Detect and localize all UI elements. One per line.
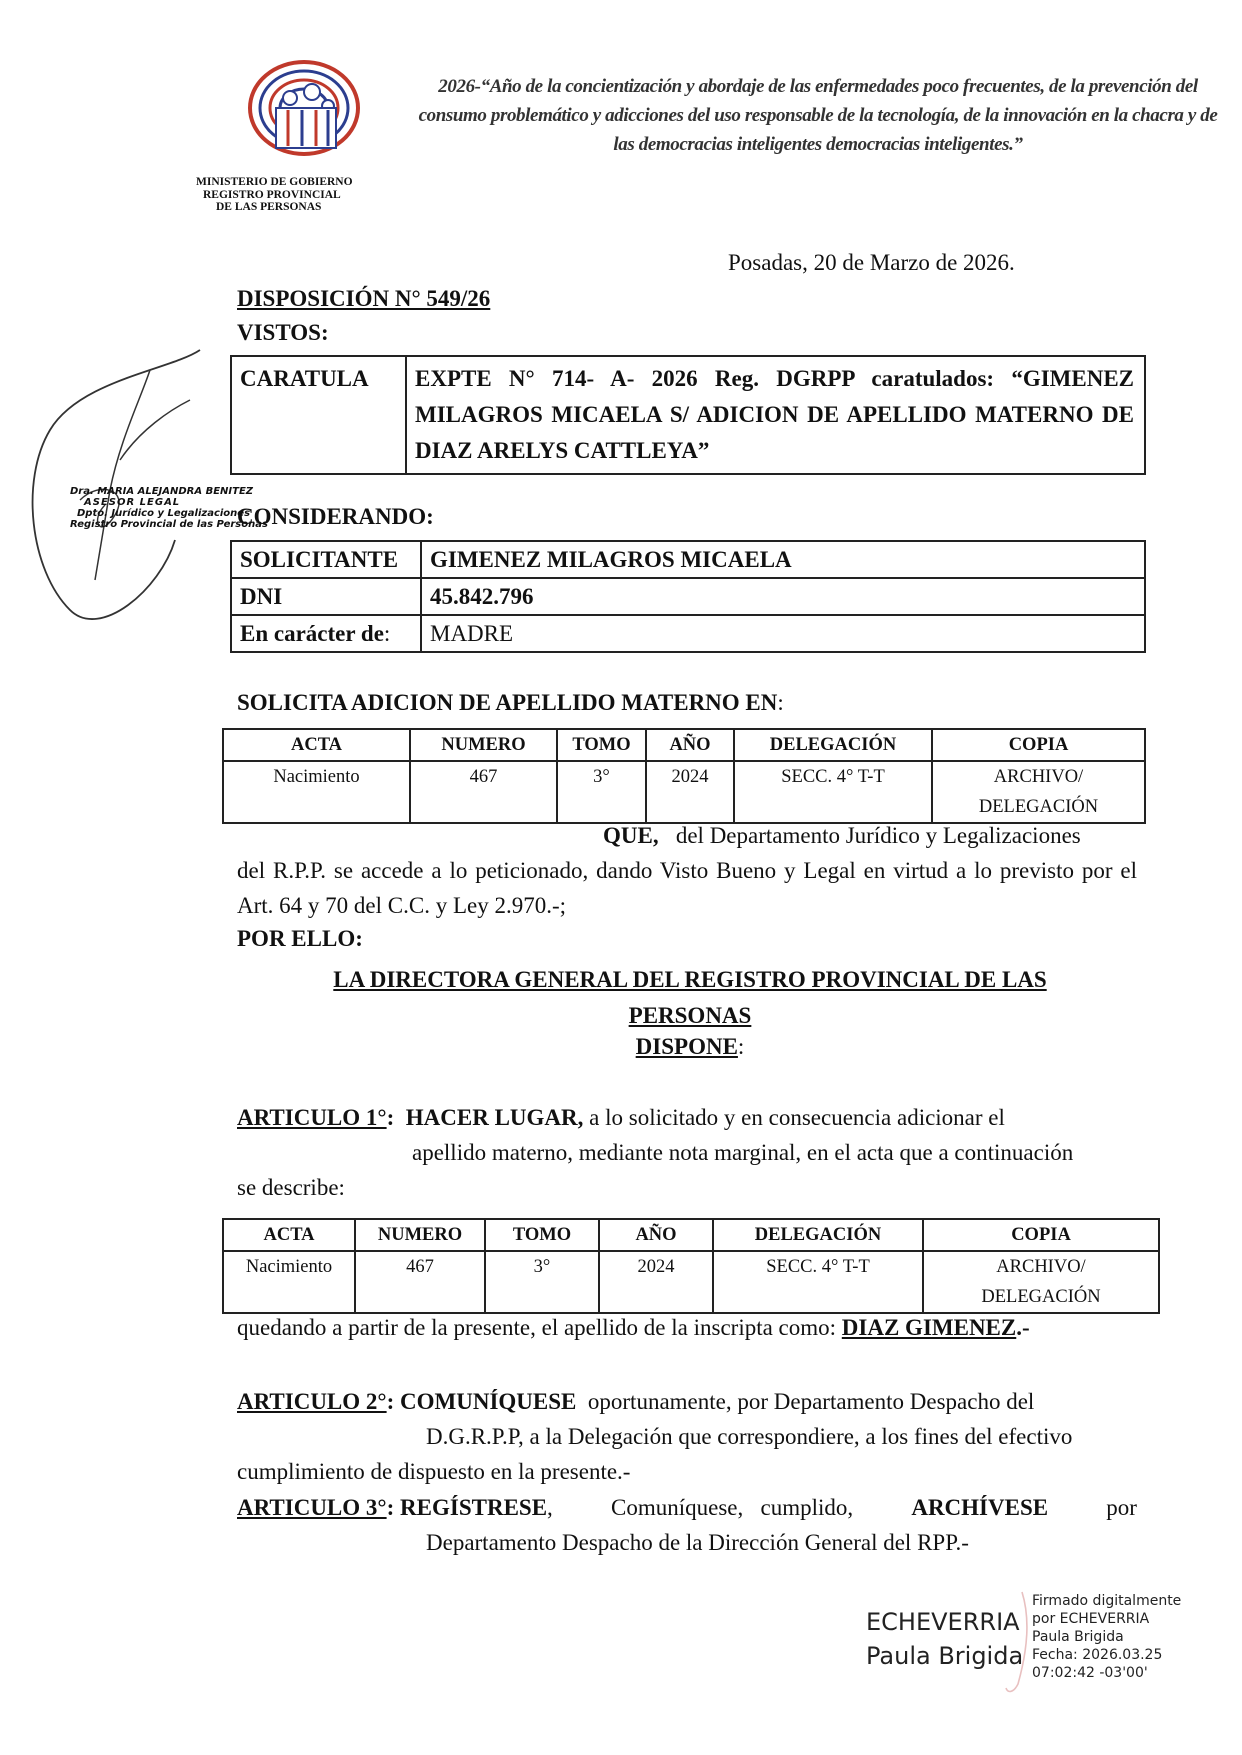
- article-1-line-2: apellido materno, mediante nota marginal, en el acta que a continuación: [412, 1140, 1074, 1165]
- table-row: [231, 578, 1145, 615]
- ministry-line: REGISTRO PROVINCIAL: [203, 188, 341, 201]
- cell: 467: [410, 761, 557, 823]
- col-header: AÑO: [599, 1219, 713, 1251]
- ministry-line: DE LAS PERSONAS: [216, 201, 322, 213]
- solicita-heading: SOLICITA ADICION DE APELLIDO MATERNO EN:: [237, 690, 784, 715]
- col-header: NUMERO: [355, 1219, 485, 1251]
- row-label: DNI: [231, 578, 421, 615]
- dispone-word: DISPONE: [635, 1034, 738, 1059]
- article-label: ARTICULO 1°: [237, 1105, 387, 1130]
- stamp-line: Registro Provincial de las Personas: [70, 519, 268, 530]
- que-line-1: [237, 818, 1137, 853]
- cell-copia: [932, 761, 1145, 823]
- cell: 2024: [646, 761, 734, 823]
- digital-signature-meta: [1032, 1592, 1181, 1682]
- caratula-text: EXPTE N° 714- A- 2026 Reg. DGRPP caratulados: “GIMENEZ MILAGROS MICAELA S/ ADICION DE APELLIDO MATERNO DE DIAZ ARELYS CATTLEYA”: [406, 356, 1145, 474]
- new-surname: DIAZ GIMENEZ: [841, 1315, 1017, 1340]
- copia-line: ARCHIVO/: [993, 767, 1084, 787]
- col-header: ACTA: [223, 1219, 355, 1251]
- cell: 2024: [599, 1251, 713, 1313]
- signer-line: Paula Brigida: [866, 1642, 1024, 1670]
- article-action: REGÍSTRESE: [400, 1495, 548, 1520]
- disposicion-number: DISPOSICIÓN N° 549/26: [237, 286, 491, 311]
- row-label: SOLICITANTE: [231, 541, 421, 578]
- ministry-line: MINISTERIO DE GOBIERNO: [196, 176, 353, 188]
- row-value: MADRE: [421, 615, 1145, 652]
- cell-copia: [923, 1251, 1159, 1313]
- table-row: [231, 615, 1145, 652]
- considerando-heading: CONSIDERANDO:: [237, 504, 434, 529]
- caratula-label: CARATULA: [231, 356, 406, 474]
- cell: SECC. 4° T-T: [734, 761, 932, 823]
- document-date: Posadas, 20 de Marzo de 2026.: [728, 250, 1015, 275]
- col-header: COPIA: [923, 1219, 1159, 1251]
- digital-signer-name: [866, 1605, 1023, 1673]
- cell: 3°: [485, 1251, 599, 1313]
- que-lead: QUE,: [603, 823, 659, 848]
- article-label: ARTICULO 3°: [237, 1495, 387, 1520]
- article-1-line-1: ARTICULO 1°: HACER LUGAR, a lo solicitado y en consecuencia adicionar el: [237, 1105, 1005, 1130]
- que-text: del Departamento Jurídico y Legalizaciones: [675, 823, 1081, 848]
- meta-line: por ECHEVERRIA: [1032, 1611, 1150, 1627]
- acta-table-1: [222, 728, 1146, 824]
- table-header-row: [223, 729, 1145, 761]
- acta-table-2: [222, 1218, 1160, 1314]
- caratula-table: [230, 355, 1146, 475]
- cell: Nacimiento: [223, 1251, 355, 1313]
- copia-line: DELEGACIÓN: [981, 1287, 1101, 1307]
- col-header: AÑO: [646, 729, 734, 761]
- cell: Nacimiento: [223, 761, 410, 823]
- article-text: por: [1106, 1495, 1137, 1520]
- article-label: ARTICULO 2°: [237, 1389, 387, 1414]
- col-header: TOMO: [485, 1219, 599, 1251]
- stamp-line: Dra. MARIA ALEJANDRA BENITEZ: [70, 486, 254, 497]
- row-value: GIMENEZ MILAGROS MICAELA: [421, 541, 1145, 578]
- vistos-heading: VISTOS:: [237, 320, 329, 345]
- article-action: ARCHÍVESE: [911, 1495, 1049, 1520]
- solicitante-table: [230, 540, 1146, 653]
- year-motto: 2026-“Año de la concientización y abordaje de las enfermedades poco frecuentes, de la prevención del consumo problemático y adicciones del uso responsable de la tecnología, de la innovación en la chacra y de las democracias inteligentes democracias inteligentes.”: [418, 76, 1218, 155]
- que-line-2: del R.P.P. se accede a lo peticionado, dando Visto Bueno y Legal en virtud a lo previsto por el Art. 64 y 70 del C.C. y Ley 2.970.-;: [237, 858, 1137, 918]
- col-header: DELEGACIÓN: [713, 1219, 923, 1251]
- table-header-row: [223, 1219, 1159, 1251]
- article-text: a lo solicitado y en consecuencia adicionar el: [589, 1105, 1005, 1130]
- table-row: [231, 541, 1145, 578]
- article-text: quedando a partir de la presente, el apellido de la inscripta como:: [237, 1315, 837, 1340]
- copia-line: DELEGACIÓN: [978, 797, 1099, 817]
- article-3-label-group: ARTICULO 3°: REGÍSTRESE,: [237, 1495, 553, 1520]
- signer-line: ECHEVERRIA: [866, 1608, 1020, 1636]
- article-1-result: quedando a partir de la presente, el apellido de la inscripta como: DIAZ GIMENEZ.-: [237, 1315, 1030, 1340]
- col-header: TOMO: [557, 729, 646, 761]
- meta-line: Paula Brigida: [1032, 1629, 1124, 1645]
- col-header: ACTA: [223, 729, 410, 761]
- cell: 3°: [557, 761, 646, 823]
- article-2-line-3: cumplimiento de dispuesto en la presente.-: [237, 1459, 631, 1484]
- col-header: DELEGACIÓN: [734, 729, 932, 761]
- article-action: COMUNÍQUESE: [400, 1389, 577, 1414]
- col-header: COPIA: [932, 729, 1145, 761]
- article-text: Comuníquese, cumplido,: [611, 1495, 854, 1520]
- cell: 467: [355, 1251, 485, 1313]
- article-2-line-1: ARTICULO 2°: COMUNÍQUESE oportunamente, por Departamento Despacho del: [237, 1389, 1035, 1414]
- article-3-line-2: Departamento Despacho de la Dirección General del RPP.-: [426, 1530, 969, 1555]
- row-label: En carácter de: [240, 621, 384, 646]
- solicita-title: SOLICITA ADICION DE APELLIDO MATERNO EN: [237, 690, 778, 715]
- table-row: [223, 1251, 1159, 1313]
- copia-line: ARCHIVO/: [996, 1257, 1086, 1277]
- col-header: NUMERO: [410, 729, 557, 761]
- row-label-cell: En carácter de:: [231, 615, 421, 652]
- directora-heading: LA DIRECTORA GENERAL DEL REGISTRO PROVINCIAL DE LAS PERSONAS: [333, 967, 1047, 1028]
- article-2-line-2: D.G.R.P.P, a la Delegación que correspondiere, a los fines del efectivo: [426, 1424, 1073, 1449]
- stamp-line: ASESOR LEGAL: [84, 497, 181, 508]
- cell: SECC. 4° T-T: [713, 1251, 923, 1313]
- article-1-line-3: se describe:: [237, 1175, 345, 1200]
- article-action: HACER LUGAR,: [405, 1105, 584, 1130]
- ministry-name: [196, 176, 353, 214]
- article-3-line-1: [237, 1490, 1137, 1525]
- meta-line: 07:02:42 -03'00': [1032, 1665, 1148, 1681]
- row-value: 45.842.796: [421, 578, 1145, 615]
- por-ello-heading: POR ELLO:: [237, 926, 363, 951]
- meta-line: Firmado digitalmente: [1032, 1593, 1182, 1609]
- stamp-line: Dpto. Jurídico y Legalizaciones: [77, 508, 251, 519]
- handwritten-signature-icon: [0, 340, 225, 630]
- dispone-heading: DISPONE:: [635, 1034, 745, 1059]
- article-text: oportunamente, por Departamento Despacho del: [587, 1389, 1035, 1414]
- ministry-logo-icon: [240, 58, 368, 166]
- table-row: [223, 761, 1145, 823]
- meta-line: Fecha: 2026.03.25: [1032, 1647, 1163, 1663]
